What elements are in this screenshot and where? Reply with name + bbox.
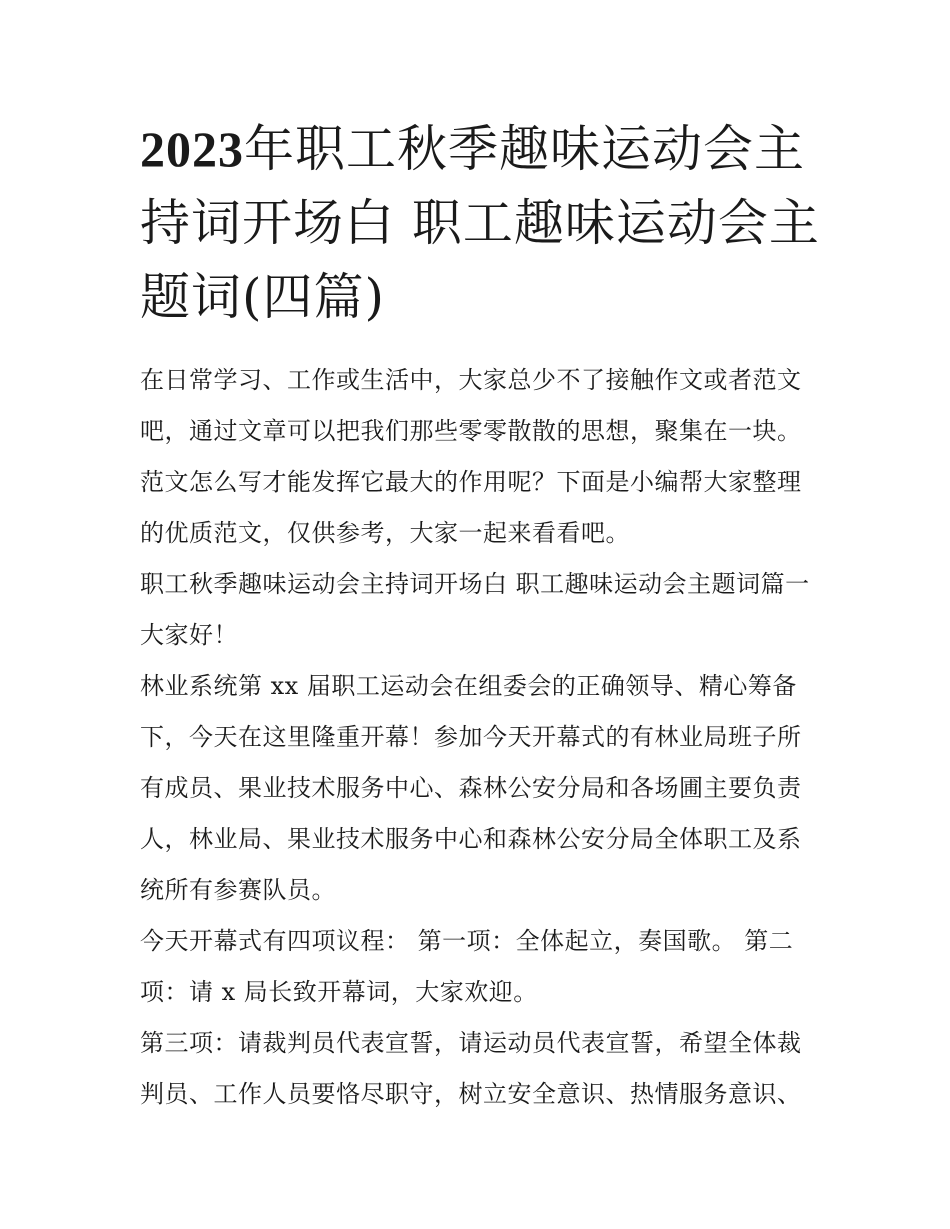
title-year: 2023 [140,121,244,177]
paragraph-oath: 第三项：请裁判员代表宣誓，请运动员代表宣誓，希望全体裁判员、工作人员要恪尽职守，树立安全意识、热情服务意识、 [140,1029,802,1108]
title-text: 年职工秋季趣味运动会主持词开场白 职工趣味运动会主题词(四篇) [140,120,820,326]
document-title [140,112,820,334]
paragraph-agenda: 今天开幕式有四项议程： 第一项：全体起立，奏国歌。 第二项：请 x 局长致开幕词，大家欢迎。 [140,927,794,1006]
paragraph-welcome: 林业系统第 xx 届职工运动会在组委会的正确领导、精心筹备下，今天在这里隆重开幕！参加今天开幕式的有林业局班子所有成员、果业技术服务中心、森林公安分局和各场圃主要负责人，林业局、果业技术服务中心和森林公安分局全体职工及系统所有参赛队员。 [140,672,802,904]
paragraph-intro: 在日常学习、工作或生活中，大家总少不了接触作文或者范文吧，通过文章可以把我们那些零零散散的思想，聚集在一块。范文怎么写才能发挥它最大的作用呢？下面是小编帮大家整理的优质范文，仅供参考，大家一起来看看吧。 [140,366,802,547]
paragraph-heading: 职工秋季趣味运动会主持词开场白 职工趣味运动会主题词篇一 大家好！ [140,570,810,649]
document-body [140,355,820,1120]
